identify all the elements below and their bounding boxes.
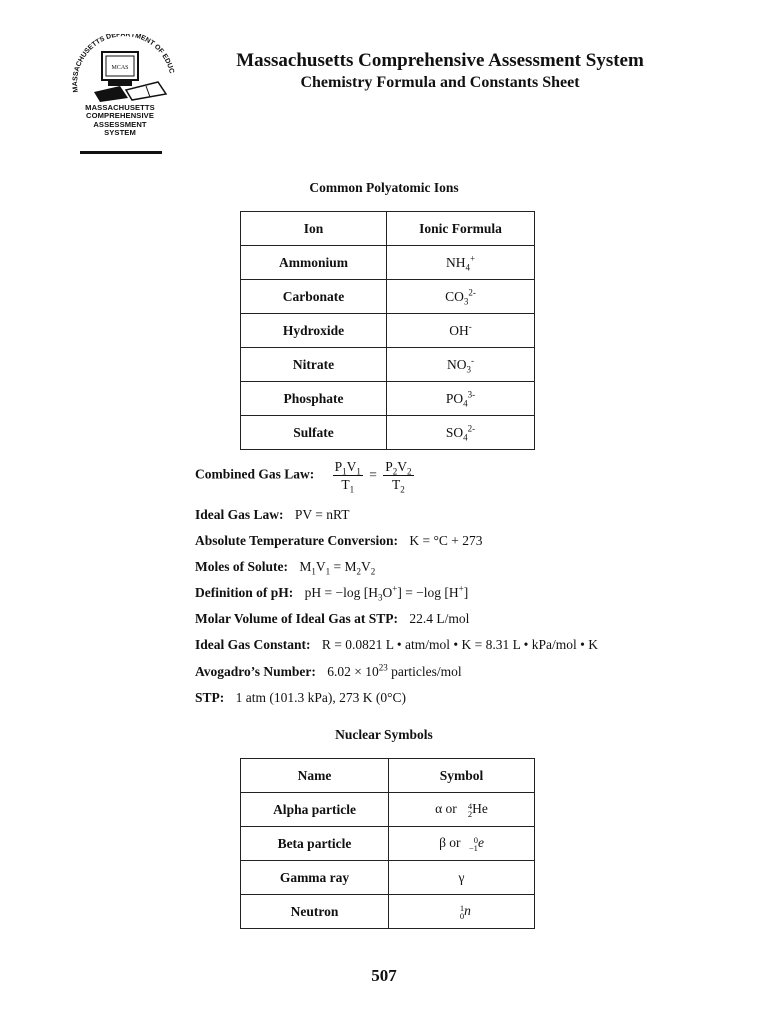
nuclear-symbol: β or 0 −1 e xyxy=(389,827,535,861)
svg-text:MCAS: MCAS xyxy=(111,65,129,71)
formula-label: Combined Gas Law: xyxy=(195,466,315,482)
ionic-formula: $SO_4^{2-}$ xyxy=(387,416,535,450)
table-row xyxy=(241,793,535,827)
column-header: Symbol xyxy=(389,759,535,793)
table-row xyxy=(241,895,535,929)
formula-value: $\frac{P_1V_1}{T_1}$ = $\frac{P_2V_2}{T_2}$ xyxy=(334,459,412,495)
column-header: Ionic Formula xyxy=(387,212,535,246)
table-row xyxy=(241,827,535,861)
polyatomic-ions-table xyxy=(240,211,535,450)
table-row xyxy=(241,861,535,895)
stp xyxy=(195,690,406,706)
nuclear-name: Neutron xyxy=(241,895,389,929)
ion-name: Sulfate xyxy=(241,416,387,450)
molar-volume xyxy=(195,611,469,627)
definition-of-ph xyxy=(195,585,468,601)
table-row xyxy=(241,246,535,280)
formula-value: 22.4 L/mol xyxy=(409,611,470,626)
ideal-gas-constant xyxy=(195,637,598,653)
nuclear-symbol: α or 4 2 He xyxy=(389,793,535,827)
table-row xyxy=(241,348,535,382)
formula-label: Absolute Temperature Conversion: xyxy=(195,533,399,548)
logo-underline xyxy=(80,151,162,154)
ion-name: Hydroxide xyxy=(241,314,387,348)
page-subtitle: Chemistry Formula and Constants Sheet xyxy=(300,74,580,91)
formula-label: Molar Volume of Ideal Gas at STP: xyxy=(195,611,399,626)
column-header: Ion xyxy=(241,212,387,246)
ion-name: Nitrate xyxy=(241,348,387,382)
nuclear-section-title: Nuclear Symbols xyxy=(335,727,433,742)
table-header-row xyxy=(241,212,535,246)
formula-label: Definition of pH: xyxy=(195,585,294,600)
page-number: 507 xyxy=(371,966,397,985)
formula-label: STP: xyxy=(195,690,225,705)
svg-text:MASSACHUSETTS DEPARTMENT OF ED: MASSACHUSETTS DEPARTMENT OF EDUC xyxy=(72,34,175,93)
formula-value: R = 0.0821 L • atm/mol • K = 8.31 L • kPa/mol • K xyxy=(321,637,599,652)
ion-name: Phosphate xyxy=(241,382,387,416)
table-row xyxy=(241,416,535,450)
ideal-gas-law xyxy=(195,507,349,523)
formula-value: PV = nRT xyxy=(294,507,350,522)
column-header: Name xyxy=(241,759,389,793)
logo-line: MASSACHUSETTS xyxy=(85,103,155,112)
formula-value: pH = −log $[H_3O^+] = -\log$ [H+] xyxy=(304,583,469,603)
combined-gas-law xyxy=(195,458,417,493)
computer-logo-icon xyxy=(66,34,176,104)
formula-value: $M_1V_1 = M_2V_2$ xyxy=(299,559,376,577)
formula-label: Avogadro’s Number: xyxy=(195,664,316,679)
logo-line: ASSESSMENT xyxy=(93,119,147,129)
table-row xyxy=(241,280,535,314)
table-row xyxy=(241,382,535,416)
moles-of-solute xyxy=(195,559,375,575)
nuclear-symbol: γ xyxy=(389,861,535,895)
formula-label: Ideal Gas Law: xyxy=(195,507,284,522)
absolute-temperature-conversion xyxy=(195,533,483,549)
ionic-formula: $PO_4^{3-}$ xyxy=(387,382,535,416)
mcas-logo xyxy=(66,34,176,156)
formula-value: K = °C + 273 xyxy=(409,533,483,548)
avogadros-number xyxy=(195,664,462,680)
logo-line: SYSTEM xyxy=(104,128,136,138)
ions-section-title: Common Polyatomic Ions xyxy=(309,180,459,195)
nuclear-name: Gamma ray xyxy=(241,861,389,895)
nuclear-name: Beta particle xyxy=(241,827,389,861)
nuclear-symbol: 1 0 n xyxy=(389,895,535,929)
nuclear-name: Alpha particle xyxy=(241,793,389,827)
formula-value: 1 atm (101.3 kPa), 273 K (0°C) xyxy=(235,690,407,705)
ionic-formula: OH- xyxy=(387,314,535,348)
ionic-formula: $NH_4^+$ xyxy=(387,246,535,280)
ionic-formula: $CO_3^{2-}$ xyxy=(387,280,535,314)
table-header-row xyxy=(241,759,535,793)
formula-label: Ideal Gas Constant: xyxy=(195,637,311,652)
table-row xyxy=(241,314,535,348)
logo-line: COMPREHENSIVE xyxy=(86,111,154,121)
nuclear-symbols-table xyxy=(240,758,535,929)
ion-name: Ammonium xyxy=(241,246,387,280)
formula-value: $6.02 \times 10^{23}$ particles/mol xyxy=(327,662,462,679)
page-title: Massachusetts Comprehensive Assessment System xyxy=(236,50,644,71)
ion-name: Carbonate xyxy=(241,280,387,314)
formula-label: Moles of Solute: xyxy=(195,559,288,574)
logo-caption xyxy=(66,104,174,138)
ionic-formula: $NO_3^-$ xyxy=(387,348,535,382)
